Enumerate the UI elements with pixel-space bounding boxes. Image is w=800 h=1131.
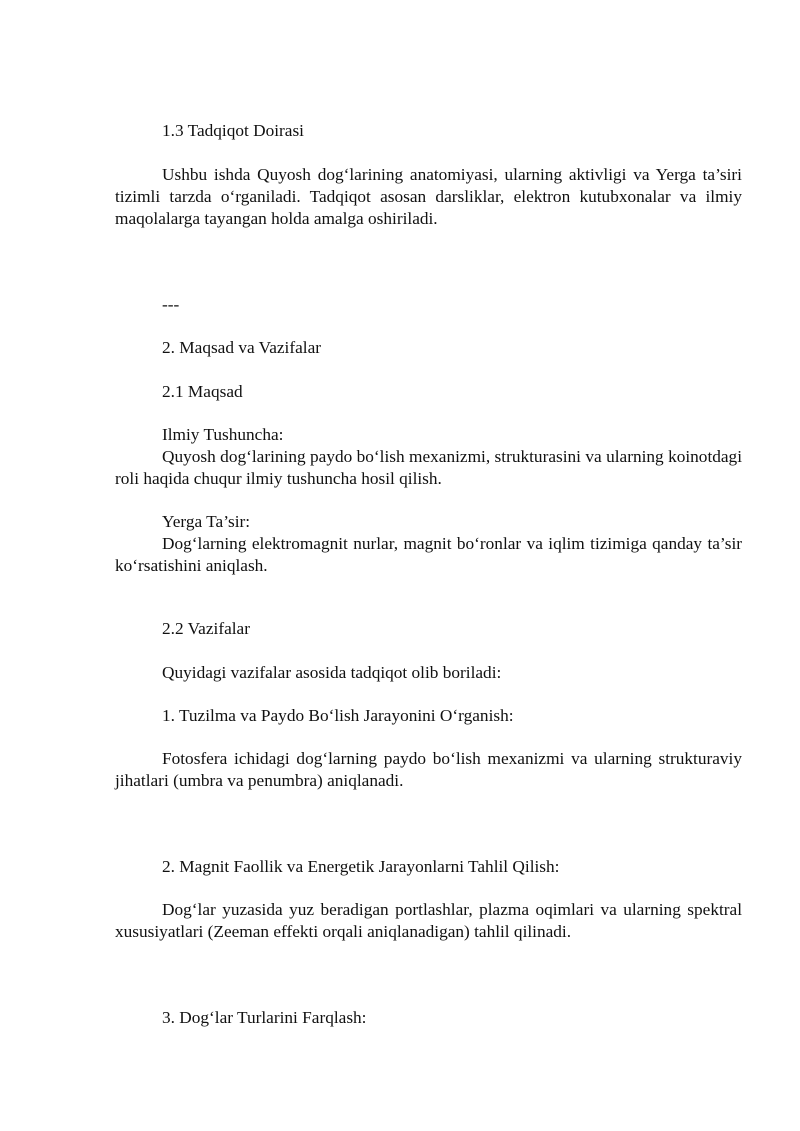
section-1-3-paragraph: Ushbu ishda Quyosh dog‘larining anatomiyasi, ularning aktivligi va Yerga ta’siri tizimli tarzda o‘rganiladi. Tadqiqot asosan darsliklar, elektron kutubxonalar va ilmiy maqolalarga tayangan holda amalga oshiriladi. [115,165,742,228]
goal-1-paragraph: Quyosh dog‘larining paydo bo‘lish mexanizmi, strukturasini va ularning koinotdagi roli haqida chuqur ilmiy tushuncha hosil qilish. [115,447,742,488]
section-2-heading: 2. Maqsad va Vazifalar [162,338,321,357]
task-1-paragraph: Fotosfera ichidagi dog‘larning paydo bo‘lish mexanizmi va ularning strukturaviy jihatlari (umbra va penumbra) aniqlanadi. [115,749,742,790]
task-3-heading: 3. Dog‘lar Turlarini Farqlash: [162,1008,367,1027]
section-2-2-heading: 2.2 Vazifalar [162,619,250,638]
tasks-intro: Quyidagi vazifalar asosida tadqiqot olib boriladi: [162,663,502,682]
task-1-heading: 1. Tuzilma va Paydo Bo‘lish Jarayonini O‘rganish: [162,706,514,725]
goal-2-label: Yerga Ta’sir: [162,512,251,531]
section-1-3-heading: 1.3 Tadqiqot Doirasi [162,121,304,140]
goal-2-paragraph: Dog‘larning elektromagnit nurlar, magnit bo‘ronlar va iqlim tizimiga qanday ta’sir ko‘rsatishini aniqlash. [115,534,742,575]
task-2-heading: 2. Magnit Faollik va Energetik Jarayonlarni Tahlil Qilish: [162,857,560,876]
goal-1-label: Ilmiy Tushuncha: [162,425,284,444]
task-2-paragraph: Dog‘lar yuzasida yuz beradigan portlashlar, plazma oqimlari va ularning spektral xususiyatlari (Zeeman effekti orqali aniqlanadigan) tahlil qilinadi. [115,900,742,941]
section-2-1-heading: 2.1 Maqsad [162,382,243,401]
separator: --- [162,295,180,314]
